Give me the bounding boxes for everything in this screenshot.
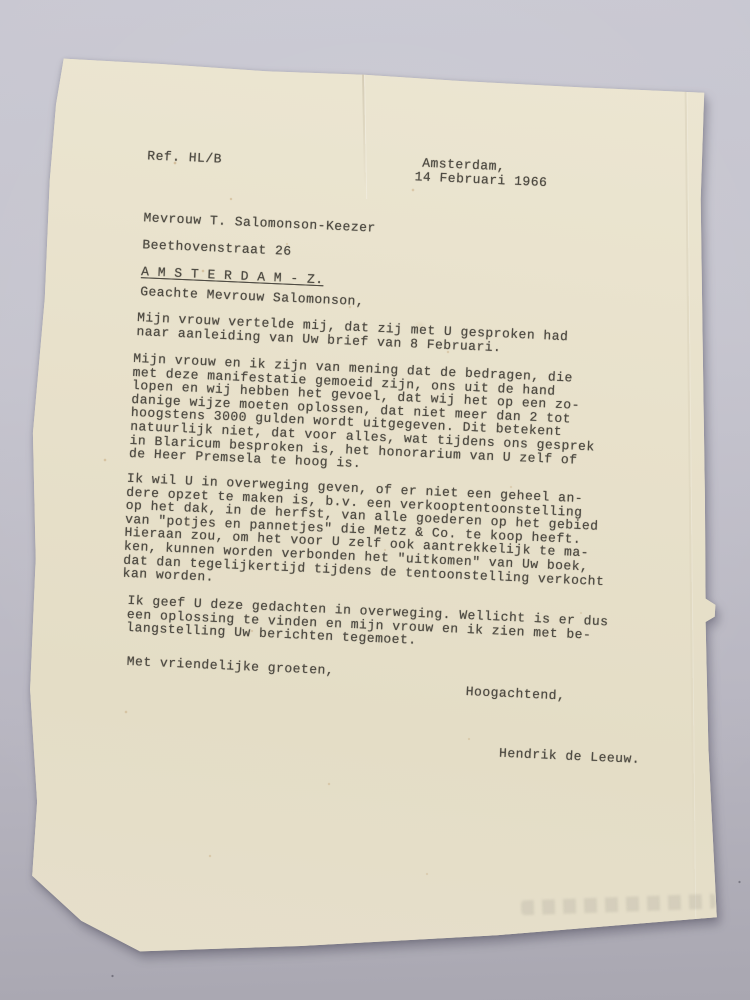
paragraph-2: Mijn vrouw en ik zijn van mening dat de bedragen, die met deze manifestatie gemoeid zijn, ons uit de hand lopen en wij hebben het gevoel, dat wij het op een zo- danige wijze moeten oplossen, dat niet meer dan 2 tot hoogstens 3000 gulden wordt uitgegeven. Dit betekent natuurlijk niet, dat voor alles, wat tijdens ons gesprek in Blaricum besproken is, het honorarium van U zelf of de Heer Premsela te hoog is. [128, 350, 596, 472]
closing-greeting: Met vriendelijke groeten, [126, 653, 335, 679]
recipient-name: Mevrouw T. Salomonson-Keezer [143, 209, 377, 236]
letter-body [110, 140, 720, 845]
dateline-date: 14 Februari 1966 [414, 169, 548, 191]
paragraph-1: Mijn vrouw vertelde mij, dat zij met U gesproken had naar aanleiding van Uw brief van 8 Februari. [136, 310, 569, 355]
paragraph-3: Ik wil U in overweging geven, of er niet een geheel an- dere opzet te maken is, b.v. een verkooptentoonstelling op het dak, in de herfst, van alle goederen op het gebied van "potjes en pannetjes" die Metz & Co. te koop heeft. Hieraan zou, om het voor U zelf ook aantrekkelijk te ma- ken, kunnen worden verbonden het "uitkomen" van Uw boek, dat dan tegelijkertijd tijdens de tentoonstelling verkocht kan worden. [122, 470, 605, 589]
reference-line: Ref. HL/B [146, 148, 223, 167]
recipient-city: A M S T E R D A M - Z. [140, 264, 324, 288]
valediction: Hoogachtend, [465, 684, 566, 704]
ink-show-through [521, 894, 716, 916]
salutation: Geachte Mevrouw Salomonson, [139, 284, 365, 310]
paragraph-4: Ik geef U deze gedachten in overweging. Wellicht is er dus een oplossing te vinden en mijn vrouw en ik zien met be- langstelling Uw berichten tegemoet. [125, 592, 609, 648]
signature-name: Hendrik de Leeuw. [498, 745, 641, 767]
recipient-street: Beethovenstraat 26 [142, 236, 292, 259]
dateline-city: Amsterdam, [421, 155, 506, 175]
